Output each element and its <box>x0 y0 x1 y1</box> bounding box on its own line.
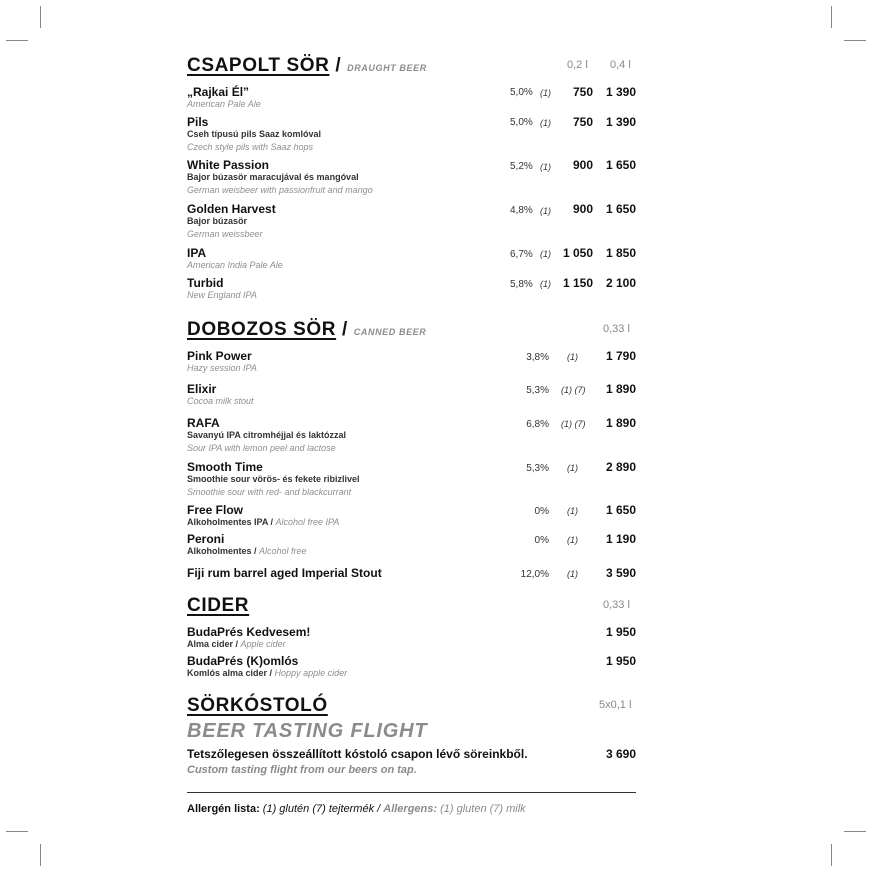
beer-desc-en: German weisbeer with passionfruit and mango <box>187 185 373 195</box>
beer-abv: 0% <box>534 506 549 517</box>
beer-desc-en: American Pale Ale <box>187 99 261 109</box>
flight-title-en: BEER TASTING FLIGHT <box>187 720 428 742</box>
price: 1 950 <box>605 654 636 668</box>
price: 2 890 <box>605 460 636 474</box>
beer-desc-hu: Savanyú IPA citromhéjjal és laktózzal <box>187 430 347 440</box>
cider-vol: 0,33 l <box>603 599 630 611</box>
flight-heading <box>187 695 328 717</box>
draught-vol-large: 0,4 l <box>610 59 631 71</box>
beer-name: „Rajkai Él” <box>187 85 250 99</box>
beer-desc <box>187 517 339 527</box>
beer-abv: 12,0% <box>520 569 549 580</box>
desc-separator: / <box>267 668 275 678</box>
beer-allergen: (1) <box>567 535 578 545</box>
beer-abv: 4,8% <box>510 205 533 216</box>
price: 1 950 <box>605 625 636 639</box>
draught-vol-small: 0,2 l <box>567 59 588 71</box>
price: 1 890 <box>605 416 636 430</box>
cider-desc-hu: Komlós alma cider <box>187 668 268 678</box>
allergen-list-hu: (1) glutén (7) tejtermék / <box>259 803 384 815</box>
price: 1 890 <box>605 382 636 396</box>
beer-abv: 3,8% <box>526 352 549 363</box>
beer-name: Elixir <box>187 382 217 396</box>
price-small: 900 <box>572 202 593 216</box>
beer-abv: 5,3% <box>526 385 549 396</box>
crop-mark <box>6 831 28 832</box>
beer-desc-en: Czech style pils with Saaz hops <box>187 142 314 152</box>
crop-mark <box>40 844 41 866</box>
beer-desc-hu: Bajor búzasör maracujával és mangóval <box>187 172 359 182</box>
canned-title-hu: DOBOZOS SÖR <box>187 319 337 340</box>
beer-desc-en: Sour IPA with lemon peel and lactose <box>187 443 336 453</box>
price-large: 2 100 <box>605 276 636 290</box>
beer-abv: 5,3% <box>526 463 549 474</box>
draught-heading <box>187 55 427 77</box>
canned-vol: 0,33 l <box>603 323 630 335</box>
cider-desc-en: Apple cider <box>240 639 286 649</box>
beer-desc-en: Alcohol free IPA <box>275 517 340 527</box>
beer-allergen: (1) <box>540 279 551 289</box>
cider-title: CIDER <box>187 595 250 616</box>
beer-allergen: (1) <box>540 249 551 259</box>
canned-title-en: CANNED BEER <box>353 327 427 337</box>
flight-desc-hu: Tetszőlegesen összeállított kóstoló csapon lévő söreinkből. <box>187 747 528 761</box>
beer-name: Golden Harvest <box>187 202 276 216</box>
beer-abv: 5,2% <box>510 161 533 172</box>
price-large: 1 650 <box>605 158 636 172</box>
beer-abv: 5,0% <box>510 87 533 98</box>
price-large: 1 850 <box>605 246 636 260</box>
cider-desc <box>187 639 286 649</box>
beer-abv: 6,8% <box>526 419 549 430</box>
beer-abv: 6,7% <box>510 249 533 260</box>
price-large: 1 650 <box>605 202 636 216</box>
beer-desc-hu: Smoothie sour vörös- és fekete ribizlivel <box>187 474 360 484</box>
beer-desc-en: American India Pale Ale <box>187 260 283 270</box>
beer-desc <box>187 546 307 556</box>
crop-mark <box>40 6 41 28</box>
beer-desc-en: Hazy session IPA <box>187 363 257 373</box>
desc-separator: / <box>233 639 241 649</box>
price: 1 650 <box>605 503 636 517</box>
crop-mark <box>6 40 28 41</box>
beer-name: White Passion <box>187 158 270 172</box>
beer-abv: 5,8% <box>510 279 533 290</box>
flight-price: 3 690 <box>605 747 636 761</box>
beer-allergen: (1) <box>540 162 551 172</box>
beer-allergen: (1) (7) <box>561 385 586 395</box>
allergen-label-hu: Allergén lista: <box>187 803 260 815</box>
allergen-list-en: (1) gluten (7) milk <box>437 803 526 815</box>
desc-separator: / <box>268 517 276 527</box>
beer-allergen: (1) <box>540 88 551 98</box>
beer-name: Pils <box>187 115 209 129</box>
price-large: 1 390 <box>605 85 636 99</box>
beer-name: IPA <box>187 246 207 260</box>
draught-title-en: DRAUGHT BEER <box>347 63 427 73</box>
crop-mark <box>844 831 866 832</box>
price-small: 1 150 <box>562 276 593 290</box>
flight-desc-en: Custom tasting flight from our beers on tap. <box>187 764 417 776</box>
crop-mark <box>844 40 866 41</box>
beer-abv: 5,0% <box>510 117 533 128</box>
price-small: 750 <box>572 85 593 99</box>
beer-allergen: (1) (7) <box>561 419 586 429</box>
price-large: 1 390 <box>605 115 636 129</box>
beer-name: RAFA <box>187 416 220 430</box>
canned-heading <box>187 319 426 341</box>
beer-desc-en: German weissbeer <box>187 229 263 239</box>
cider-name: BudaPrés (K)omlós <box>187 654 299 668</box>
price: 1 190 <box>605 532 636 546</box>
cider-desc-en: Hoppy apple cider <box>274 668 348 678</box>
beer-allergen: (1) <box>567 506 578 516</box>
price: 3 590 <box>605 566 636 580</box>
cider-heading <box>187 595 249 617</box>
beer-desc-en: Cocoa milk stout <box>187 396 254 406</box>
crop-mark <box>831 844 832 866</box>
beer-allergen: (1) <box>567 352 578 362</box>
price-small: 750 <box>572 115 593 129</box>
footer-divider <box>187 792 636 793</box>
title-slash: / <box>342 319 348 340</box>
beer-desc-en: Smoothie sour with red- and blackcurrant <box>187 487 352 497</box>
beer-desc-hu: Bajor búzasör <box>187 216 248 226</box>
beer-name: Pink Power <box>187 349 252 363</box>
beer-allergen: (1) <box>540 206 551 216</box>
price-small: 900 <box>572 158 593 172</box>
beer-allergen: (1) <box>567 463 578 473</box>
flight-title-hu: SÖRKÓSTOLÓ <box>187 695 328 716</box>
title-slash: / <box>335 55 342 76</box>
crop-mark <box>831 6 832 28</box>
flight-vol: 5x0,1 l <box>599 699 632 711</box>
beer-desc-hu: Alkoholmentes <box>187 546 252 556</box>
beer-desc-hu: Alkoholmentes IPA <box>187 517 269 527</box>
beer-abv: 0% <box>534 535 549 546</box>
beer-desc-hu: Cseh típusú pils Saaz komlóval <box>187 129 322 139</box>
cider-desc-hu: Alma cider <box>187 639 234 649</box>
beer-allergen: (1) <box>567 569 578 579</box>
cider-name: BudaPrés Kedvesem! <box>187 625 311 639</box>
beer-desc-en: Alcohol free <box>259 546 307 556</box>
beer-name: Peroni <box>187 532 225 546</box>
beer-name: Fiji rum barrel aged Imperial Stout <box>187 566 382 580</box>
desc-separator: / <box>251 546 260 556</box>
price: 1 790 <box>605 349 636 363</box>
allergen-footer <box>187 803 526 815</box>
beer-desc-en: New England IPA <box>187 290 257 300</box>
cider-desc <box>187 668 347 678</box>
price-small: 1 050 <box>562 246 593 260</box>
draught-title-hu: CSAPOLT SÖR <box>187 55 330 76</box>
allergen-label-en: Allergens: <box>383 803 438 815</box>
beer-allergen: (1) <box>540 118 551 128</box>
beer-name: Free Flow <box>187 503 244 517</box>
beer-name: Smooth Time <box>187 460 263 474</box>
beer-name: Turbid <box>187 276 224 290</box>
